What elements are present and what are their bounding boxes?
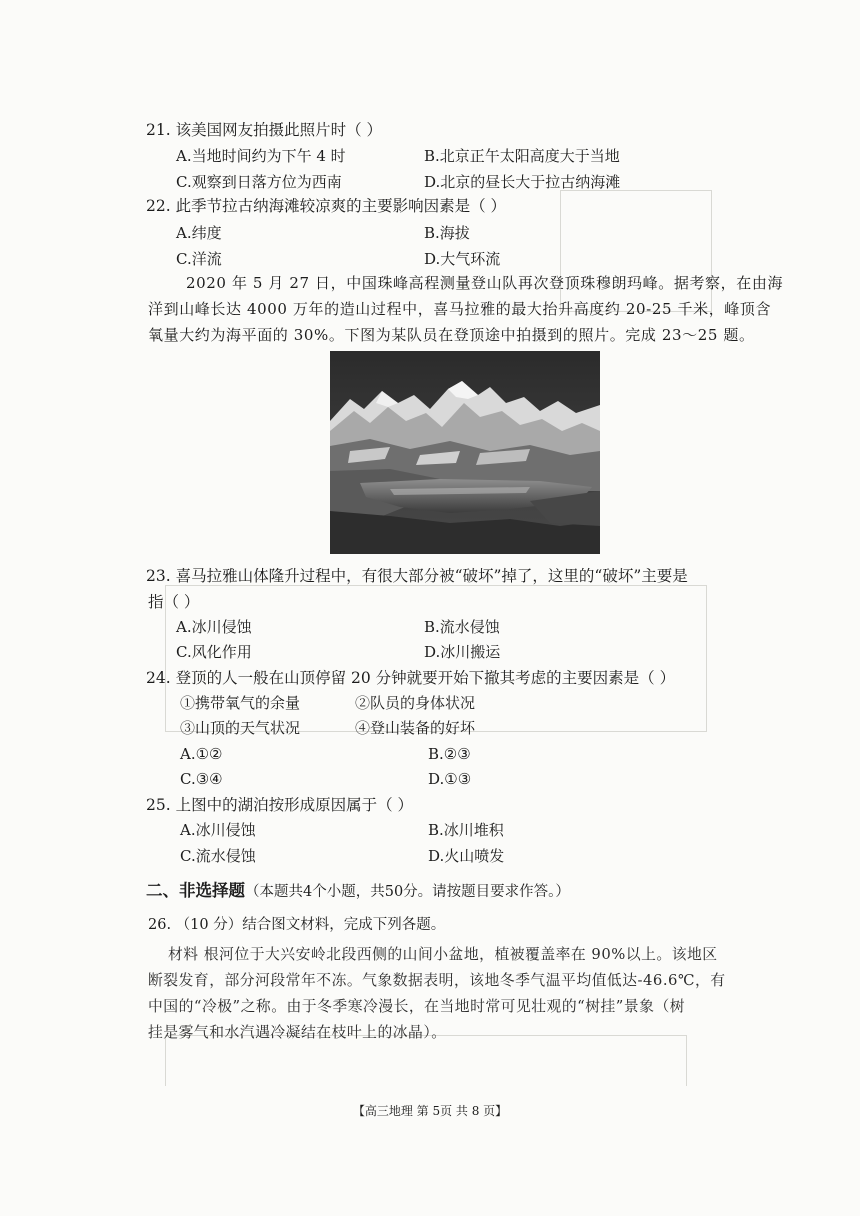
q24-item-4: ④登山装备的好坏 — [355, 719, 476, 737]
q26-material-line-2: 断裂发育，部分河段常年不冻。气象数据表明，该地冬季气温平均值低达-46.6℃，有 — [148, 972, 726, 989]
q22-option-a: A.纬度 — [176, 224, 222, 242]
q21-option-b: B.北京正午太阳高度大于当地 — [424, 147, 620, 165]
q23-option-d: D.冰川搬运 — [424, 643, 501, 661]
q26-stem: 26. （10 分）结合图文材料，完成下列各题。 — [148, 917, 446, 933]
q21-option-c: C.观察到日落方位为西南 — [176, 173, 342, 191]
q21-stem: 21. 该美国网友拍摄此照片时（ ） — [146, 121, 383, 139]
material-line-3: 氧量大约为海平面的 30%。下图为某队员在登顶途中拍摄到的照片。完成 23～25 题。 — [148, 326, 755, 344]
q22-option-b: B.海拔 — [424, 224, 470, 242]
material-line-1: 2020 年 5 月 27 日，中国珠峰高程测量登山队再次登顶珠穆朗玛峰。据考察，在由海 — [186, 274, 784, 292]
q25-stem: 25. 上图中的湖泊按形成原因属于（ ） — [146, 796, 414, 814]
q22-option-d: D.大气环流 — [424, 250, 501, 268]
q24-item-2: ②队员的身体状况 — [355, 694, 476, 712]
q25-option-c: C.流水侵蚀 — [180, 847, 256, 865]
q21-option-a: A.当地时间约为下午 4 时 — [176, 147, 346, 165]
q21-option-d: D.北京的昼长大于拉古纳海滩 — [424, 173, 621, 191]
himalaya-mountain-photo — [330, 351, 600, 554]
q24-option-b: B.②③ — [428, 745, 471, 763]
q25-option-a: A.冰川侵蚀 — [180, 821, 256, 839]
q26-material-line-4: 挂是雾气和水汽遇冷凝结在枝叶上的冰晶）。 — [148, 1024, 447, 1041]
q25-option-d: D.火山喷发 — [428, 847, 505, 865]
q24-option-d: D.①③ — [428, 770, 472, 788]
q24-item-1: ①携带氧气的余量 — [180, 694, 301, 712]
q22-stem: 22. 此季节拉古纳海滩较凉爽的主要影响因素是（ ） — [146, 197, 507, 215]
q23-stem-line-2: 指（ ） — [148, 593, 200, 611]
q24-option-a: A.①② — [180, 745, 223, 763]
q25-option-b: B.冰川堆积 — [428, 821, 504, 839]
q26-material-line-1: 材料 根河位于大兴安岭北段西侧的山间小盆地，植被覆盖率在 90%以上。该地区 — [168, 946, 718, 963]
section-2-title: 二、非选择题 — [146, 881, 245, 900]
q23-option-b: B.流水侵蚀 — [424, 618, 500, 636]
q23-option-c: C.风化作用 — [176, 643, 252, 661]
q24-item-3: ③山顶的天气状况 — [180, 719, 301, 737]
q26-material-line-3: 中国的“冷极”之称。由于冬季寒冷漫长，在当地时常可见壮观的“树挂”景象（树 — [148, 998, 686, 1015]
section-2-note: （本题共4个小题，共50分。请按题目要求作答。） — [245, 884, 570, 900]
page-footer: 【高三地理 第 5页 共 8 页】 — [352, 1104, 508, 1118]
q23-option-a: A.冰川侵蚀 — [176, 618, 252, 636]
material-line-2: 洋到山峰长达 4000 万年的造山过程中，喜马拉雅的最大抬升高度约 20-25 千米，峰顶含 — [148, 300, 772, 318]
q22-option-c: C.洋流 — [176, 250, 222, 268]
q23-stem-line-1: 23. 喜马拉雅山体隆升过程中，有很大部分被“破坏”掉了，这里的“破坏”主要是 — [146, 567, 688, 585]
section-2-heading — [146, 880, 570, 903]
q24-stem: 24. 登顶的人一般在山顶停留 20 分钟就要开始下撤其考虑的主要因素是（ ） — [146, 669, 676, 687]
q24-option-c: C.③④ — [180, 770, 223, 788]
